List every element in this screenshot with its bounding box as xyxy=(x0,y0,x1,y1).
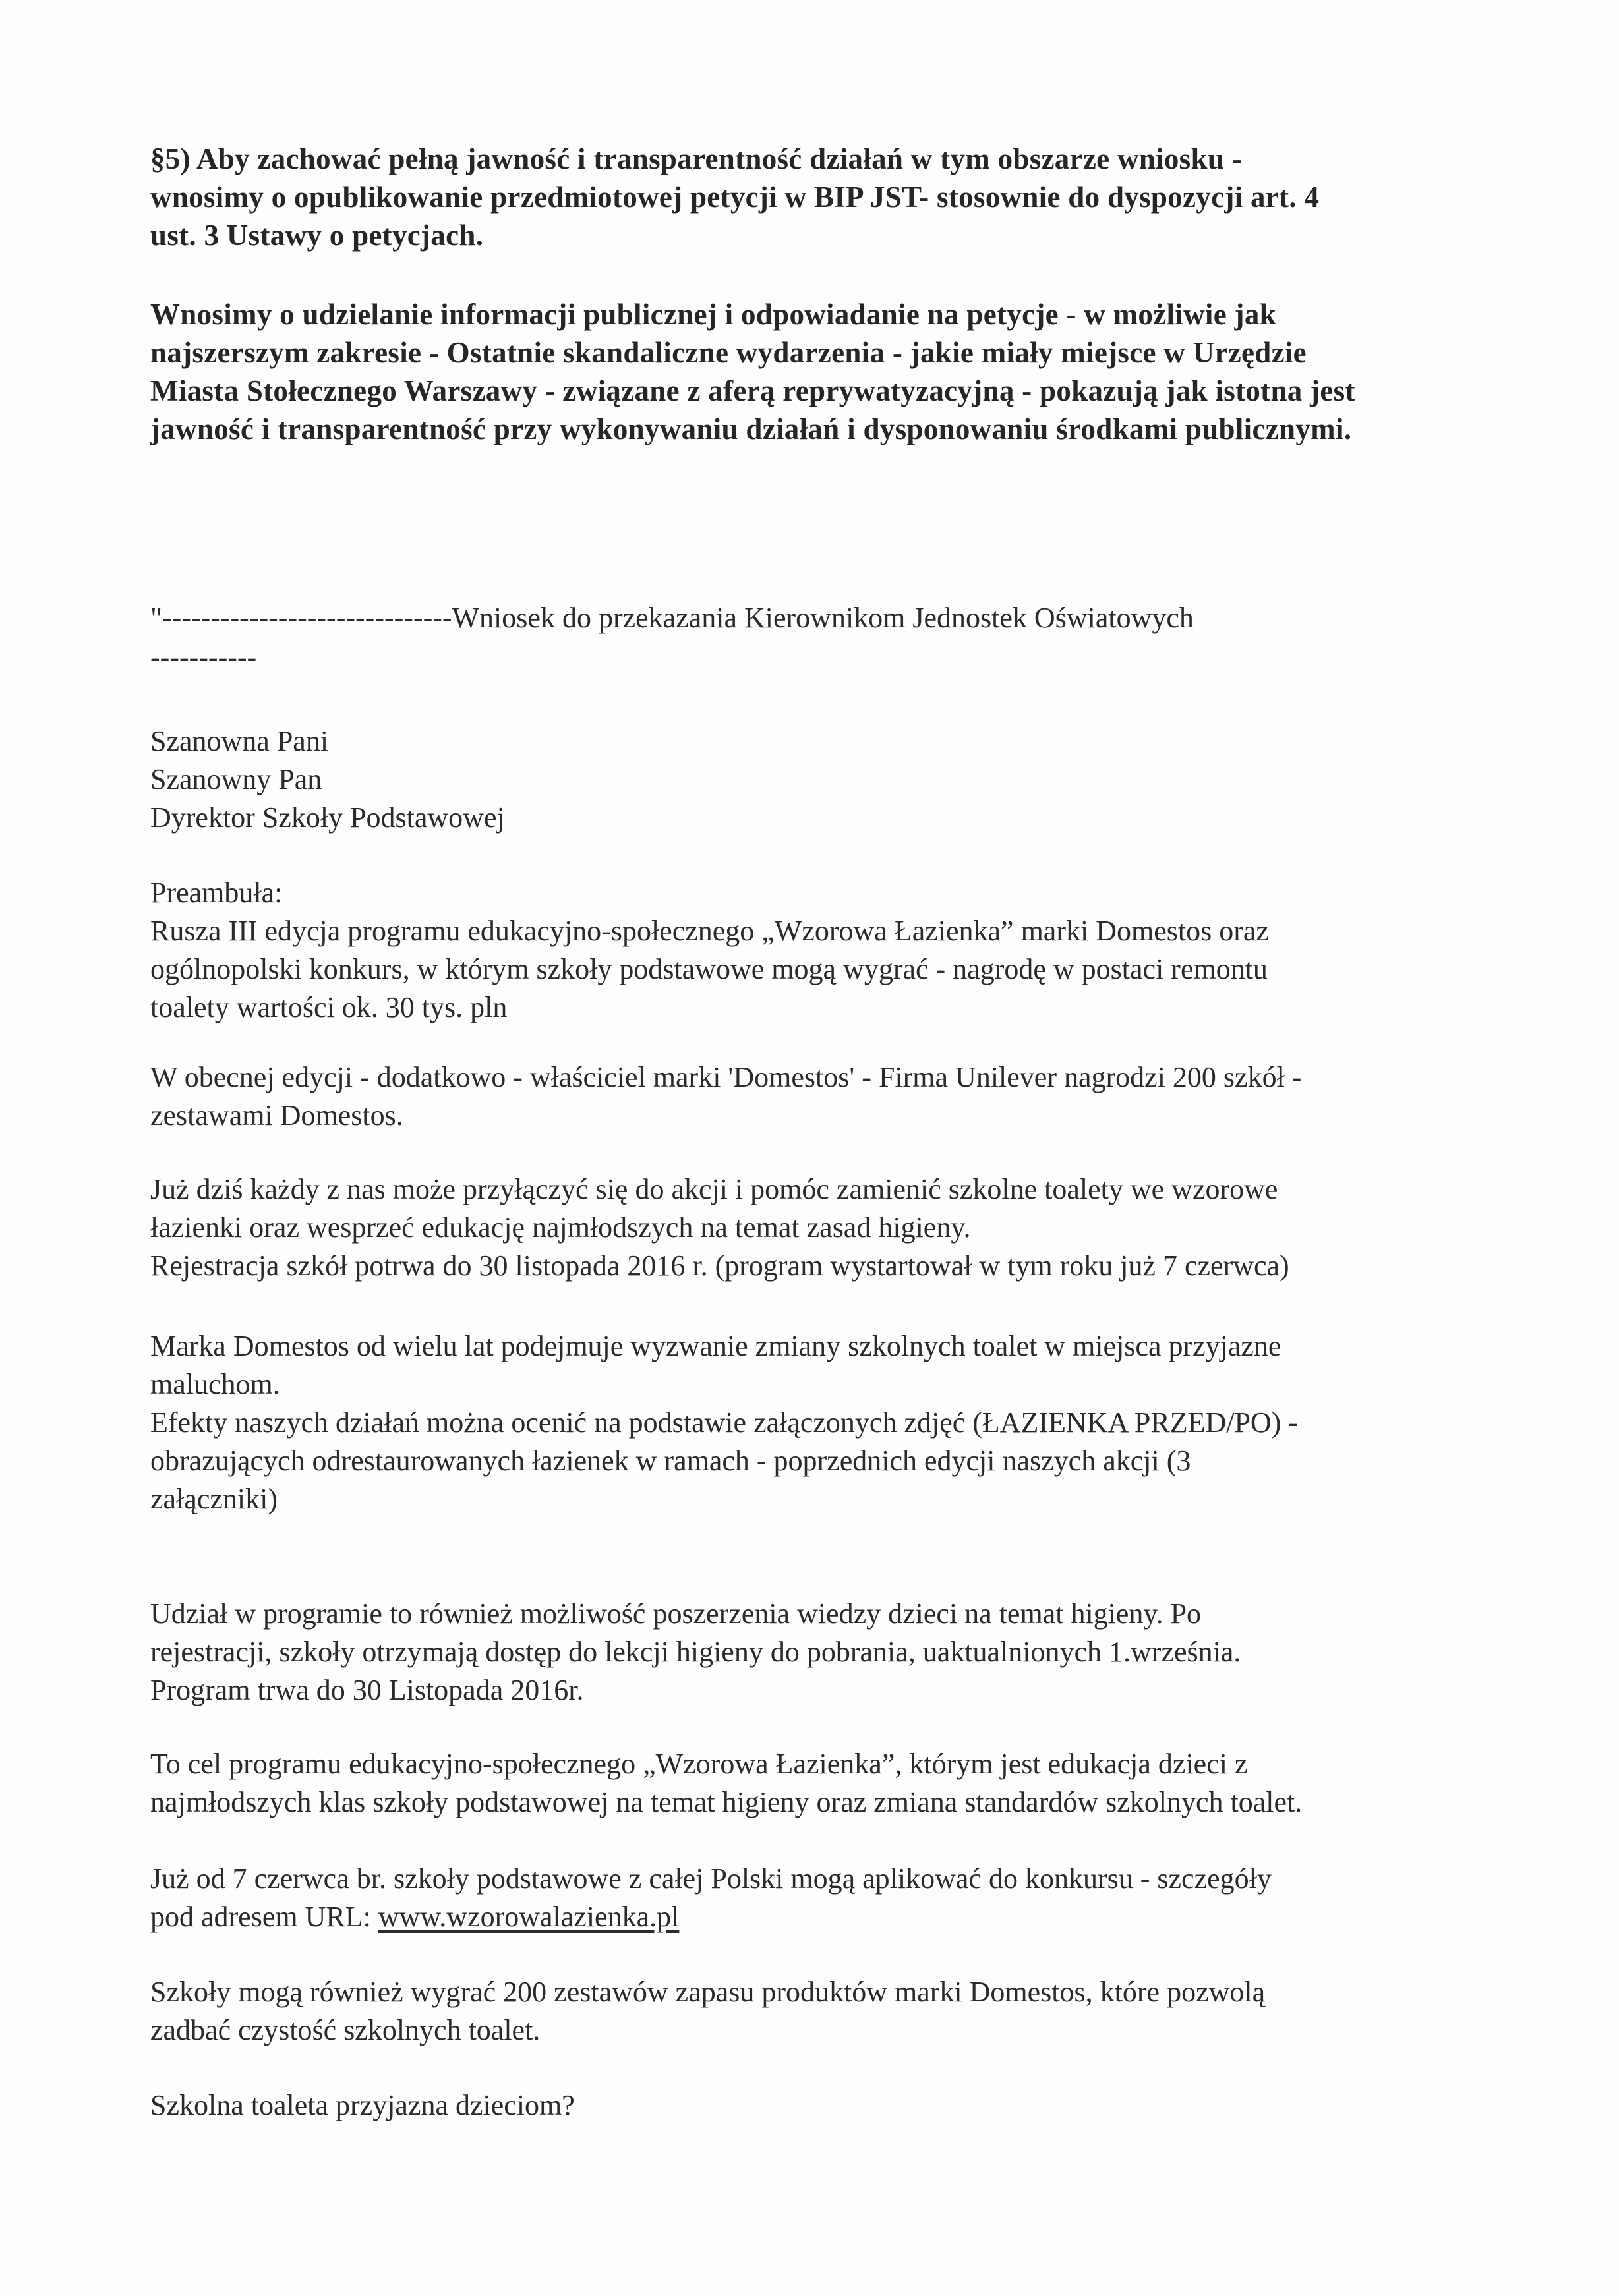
public-information-request-paragraph xyxy=(150,295,1475,448)
apply-paragraph xyxy=(150,1860,1482,1936)
program-goal-paragraph xyxy=(150,1745,1482,1822)
text-line: Szkolna toaleta przyjazna dzieciom? xyxy=(150,2089,575,2121)
text-line: Wnosimy o udzielanie informacji publicznej i odpowiadanie na petycje - w możliwie jak xyxy=(150,298,1276,331)
salutation-line: Dyrektor Szkoły Podstawowej xyxy=(150,801,505,834)
text-line: Program trwa do 30 Listopada 2016r. xyxy=(150,1674,584,1706)
text-line: Już od 7 czerwca br. szkoły podstawowe z całej Polski mogą aplikować do konkursu - szczegóły xyxy=(150,1862,1272,1895)
text-line: maluchom. xyxy=(150,1368,280,1400)
text-line: ogólnopolski konkurs, w którym szkoły podstawowe mogą wygrać - nagrodę w postaci remontu xyxy=(150,953,1268,985)
text-line: jawność i transparentność przy wykonywaniu działań i dysponowaniu środkami publicznymi. xyxy=(150,413,1352,445)
salutation-line: Szanowny Pan xyxy=(150,763,322,795)
text-line: załączniki) xyxy=(150,1483,278,1515)
program-url-link[interactable]: www.wzorowalazienka.pl xyxy=(378,1901,680,1933)
brand-paragraph xyxy=(150,1327,1482,1518)
text-line: To cel programu edukacyjno-społecznego „Wzorowa Łazienka”, którym jest edukacja dzieci z xyxy=(150,1748,1248,1780)
text-line: toalety wartości ok. 30 tys. pln xyxy=(150,991,508,1023)
text-line: Udział w programie to również możliwość poszerzenia wiedzy dzieci na temat higieny. Po xyxy=(150,1597,1202,1630)
text-line: wnosimy o opublikowanie przedmiotowej petycji w BIP JST- stosownie do dyspozycji art. 4 xyxy=(150,181,1320,214)
url-prefix: pod adresem URL: xyxy=(150,1901,378,1933)
text-line: rejestracji, szkoły otrzymają dostęp do lekcji higieny do pobrania, uaktualnionych 1.września. xyxy=(150,1636,1241,1668)
join-action-paragraph xyxy=(150,1170,1482,1285)
text-line: zadbać czystość szkolnych toalet. xyxy=(150,2014,541,2046)
salutation xyxy=(150,722,1482,837)
preamble-paragraph xyxy=(150,874,1482,1027)
text-line: Rusza III edycja programu edukacyjno-społecznego „Wzorowa Łazienka” marki Domestos oraz xyxy=(150,915,1269,947)
header-line: "------------------------------Wniosek do przekazania Kierownikom Jednostek Oświatowych xyxy=(150,602,1194,634)
text-line: najmłodszych klas szkoły podstawowej na temat higieny oraz zmiana standardów szkolnych toalet. xyxy=(150,1786,1303,1818)
text-line: ust. 3 Ustawy o petycjach. xyxy=(150,219,484,252)
text-line xyxy=(150,1898,1482,1936)
edition-paragraph xyxy=(150,1058,1482,1135)
text-line: Rejestracja szkół potrwa do 30 listopada 2016 r. (program wystartował w tym roku już 7 czerwca) xyxy=(150,1249,1289,1282)
text-line: §5) Aby zachować pełną jawność i transparentność działań w tym obszarze wniosku - xyxy=(150,142,1242,175)
section-5-paragraph xyxy=(150,140,1475,254)
text-line: Szkoły mogą również wygrać 200 zestawów zapasu produktów marki Domestos, które pozwolą xyxy=(150,1976,1266,2008)
text-line: Efekty naszych działań można ocenić na podstawie załączonych zdjęć (ŁAZIENKA PRZED/PO) - xyxy=(150,1406,1299,1439)
text-line: Marka Domestos od wielu lat podejmuje wyzwanie zmiany szkolnych toalet w miejsca przyjazne xyxy=(150,1330,1281,1362)
forwarding-header xyxy=(150,598,1482,677)
prizes-paragraph xyxy=(150,1973,1482,2050)
text-line: najszerszym zakresie - Ostatnie skandaliczne wydarzenia - jakie miały miejsce w Urzędzie xyxy=(150,336,1307,369)
text-line: obrazujących odrestaurowanych łazienek w ramach - poprzednich edycji naszych akcji (3 xyxy=(150,1445,1191,1477)
text-line: W obecnej edycji - dodatkowo - właściciel marki 'Domestos' - Firma Unilever nagrodzi 200 szkół - xyxy=(150,1061,1302,1093)
salutation-line: Szanowna Pani xyxy=(150,725,329,757)
text-line: łazienki oraz wesprzeć edukację najmłodszych na temat zasad higieny. xyxy=(150,1211,971,1244)
closing-question xyxy=(150,2086,1482,2125)
text-line: Miasta Stołecznego Warszawy - związane z aferą reprywatyzacyjną - pokazują jak istotna jest xyxy=(150,374,1355,407)
hygiene-paragraph xyxy=(150,1595,1482,1709)
text-line: Już dziś każdy z nas może przyłączyć się do akcji i pomóc zamienić szkolne toalety we wzorowe xyxy=(150,1173,1278,1205)
preamble-title: Preambuła: xyxy=(150,876,283,909)
header-dashes: ----------- xyxy=(150,641,257,674)
text-line: zestawami Domestos. xyxy=(150,1099,403,1132)
